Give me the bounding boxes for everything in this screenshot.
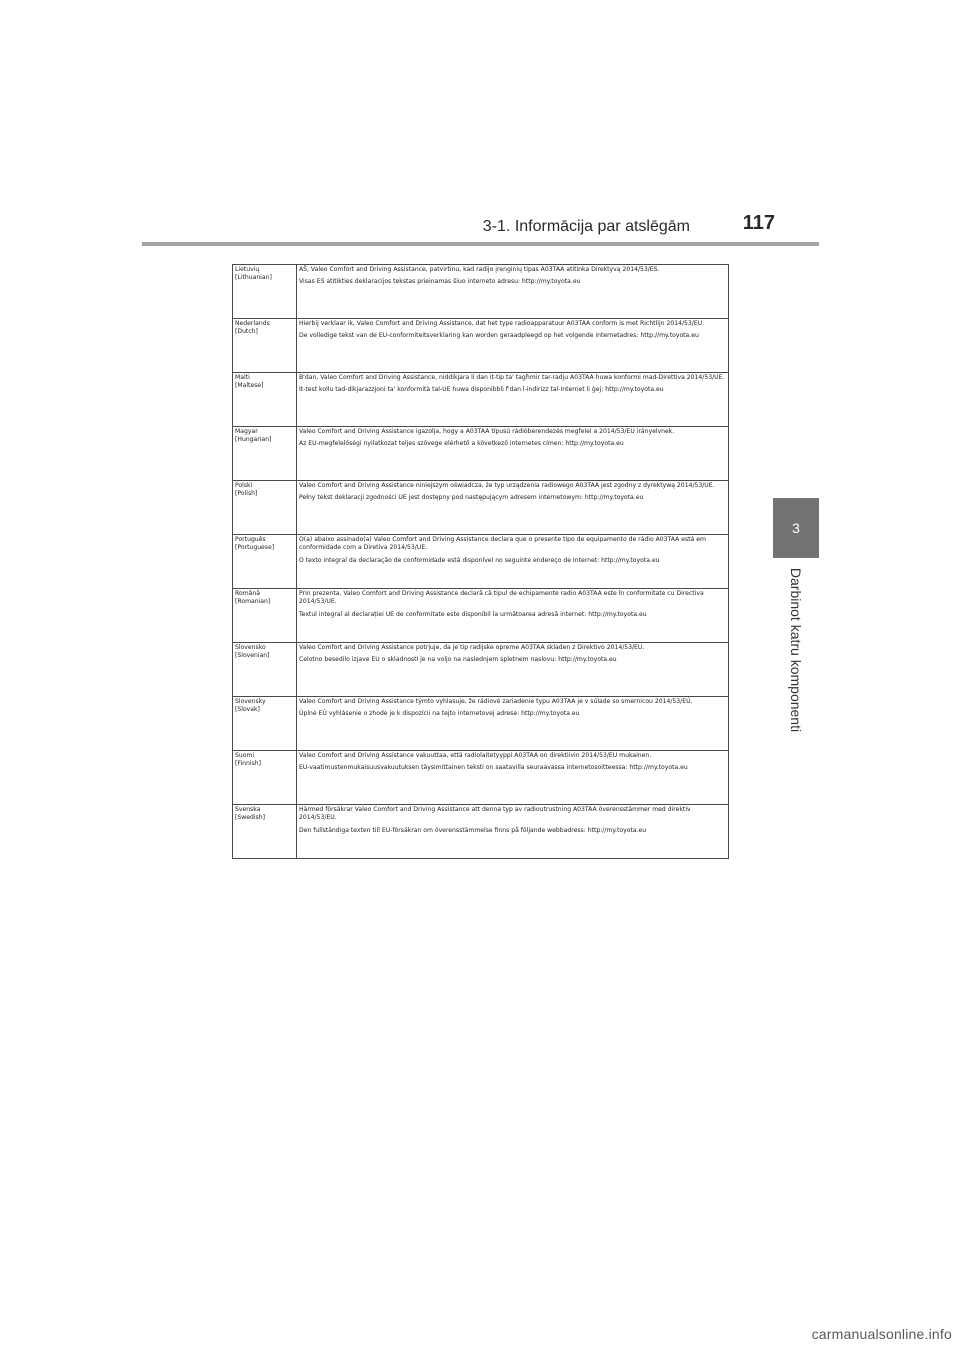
language-english-name: [Slovak] <box>235 706 260 714</box>
language-name: Português <box>235 536 266 543</box>
table-row <box>233 535 729 589</box>
declaration-availability-text: O texto integral da declaração de conformidade está disponível no seguinte endereço de Internet: http://my.toyota.eu <box>299 556 660 564</box>
language-english-name: [Lithuanian] <box>235 274 272 282</box>
declaration-text: Härmed försäkrar Valeo Comfort and Driving Assistance att denna typ av radioutrustning A03TAA överensstämmer med direktiv 2014/53/EU. <box>299 806 691 822</box>
table-row <box>233 481 729 535</box>
language-english-name: [Finnish] <box>235 760 261 768</box>
language-name: Svenska <box>235 806 261 813</box>
declaration-cell <box>297 535 729 589</box>
chapter-side-label: Darbinot katru komponenti <box>788 567 804 733</box>
declaration-cell <box>297 319 729 373</box>
language-cell <box>233 697 297 751</box>
language-cell <box>233 481 297 535</box>
declaration-text: Hierbij verklaar ik, Valeo Comfort and Driving Assistance, dat het type radioapparatuur A03TAA conform is met Richtlijn 2014/53/EU. <box>299 320 705 327</box>
language-cell <box>233 427 297 481</box>
language-name: Română <box>235 590 260 597</box>
language-english-name: [Portuguese] <box>235 544 275 552</box>
declaration-text: Valeo Comfort and Driving Assistance týmto vyhlasuje, že rádiové zariadenie typu A03TAA je v súlade so smernicou 2014/53/EÚ. <box>299 698 693 705</box>
header-rule <box>142 242 819 246</box>
declaration-availability-text: EU-vaatimustenmukaisuusvakuutuksen täysimittainen teksti on saatavilla seuraavassa internetosoitteessa: http://my.toyota.eu <box>299 764 688 772</box>
declaration-availability-text: Pełny tekst deklaracji zgodności UE jest dostępny pod następującym adresem internetowym: http://my.toyota.eu <box>299 494 644 502</box>
language-name: Nederlands <box>235 320 270 327</box>
declaration-cell <box>297 373 729 427</box>
language-cell <box>233 265 297 319</box>
declaration-cell <box>297 265 729 319</box>
language-english-name: [Slovenian] <box>235 652 270 660</box>
declaration-text: Valeo Comfort and Driving Assistance vakuuttaa, että radiolaitetyyppi A03TAA on direktiivin 2014/53/EU mukainen. <box>299 752 652 759</box>
table-row <box>233 265 729 319</box>
declaration-availability-text: It-test kollu tad-dikjarazzjoni ta' konformità tal-UE huwa disponibbli f'dan l-indirizz tal-Internet li ġej: http://my.toyota.eu <box>299 386 664 394</box>
declaration-text: AŠ, Valeo Comfort and Driving Assistance, patvirtinu, kad radijo įrenginių tipas A03TAA atitinka Direktyvą 2014/53/ES. <box>299 266 660 273</box>
language-cell <box>233 805 297 859</box>
declaration-cell <box>297 697 729 751</box>
declaration-text: Valeo Comfort and Driving Assistance niniejszym oświadcza, że typ urządzenia radiowego A03TAA jest zgodny z dyrektywą 2014/53/UE. <box>299 482 715 489</box>
table-row <box>233 319 729 373</box>
language-cell <box>233 535 297 589</box>
table-row <box>233 697 729 751</box>
language-name: Polski <box>235 482 253 489</box>
header-title: 3-1. Informācija par atslēgām <box>482 218 690 235</box>
declaration-cell <box>297 589 729 643</box>
language-name: Suomi <box>235 752 255 759</box>
declaration-availability-text: Textul integral al declarației UE de conformitate este disponibil la următoarea adresă internet: http://my.toyota.eu <box>299 610 647 618</box>
language-english-name: [Maltese] <box>235 382 264 390</box>
declaration-cell <box>297 427 729 481</box>
language-cell <box>233 643 297 697</box>
table-row <box>233 373 729 427</box>
language-english-name: [Hungarian] <box>235 436 272 444</box>
language-name: Slovensko <box>235 644 266 651</box>
language-name: Malti <box>235 374 250 381</box>
language-english-name: [Polish] <box>235 490 258 498</box>
declaration-availability-text: De volledige tekst van de EU-conformiteitsverklaring kan worden geraadpleegd op het volgende internetadres: http://my.toyota.eu <box>299 332 699 340</box>
language-cell <box>233 319 297 373</box>
declaration-availability-text: Den fullständiga texten till EU-försäkran om överensstämmelse finns på följande webbadress: http://my.toyota.eu <box>299 826 647 834</box>
declaration-cell <box>297 481 729 535</box>
table-row <box>233 751 729 805</box>
language-english-name: [Swedish] <box>235 814 265 822</box>
language-cell <box>233 751 297 805</box>
declaration-availability-text: Celotno besedilo izjave EU o skladnosti je na voljo na naslednjem spletnem naslovu: http://my.toyota.eu <box>299 656 617 664</box>
language-cell <box>233 373 297 427</box>
watermark: carmanualsonline.info <box>811 1326 952 1342</box>
declaration-text: Prin prezenta, Valeo Comfort and Driving Assistance declară că tipul de echipamente radio A03TAA este în conformitate cu Directiva 2014/53/UE. <box>299 590 704 606</box>
chapter-tab: 3 <box>773 498 819 558</box>
declaration-text: B'dan, Valeo Comfort and Driving Assistance, niddikjara li dan it-tip ta' tagħmir tar-radju A03TAA huwa konformi mad-Direttiva 2014/53/UE. <box>299 374 725 381</box>
language-name: Lietuvių <box>235 266 260 273</box>
declaration-availability-text: Az EU-megfelelőségi nyilatkozat teljes szövege elérhető a következő internetes címen: http://my.toyota.eu <box>299 440 624 448</box>
declaration-text: O(a) abaixo assinado(a) Valeo Comfort and Driving Assistance declara que o presente tipo de equipamento de rádio A03TAA está em conformidade com a Diretiva 2014/53/UE. <box>299 536 706 552</box>
table-row <box>233 427 729 481</box>
declaration-text: Valeo Comfort and Driving Assistance potrjuje, da je tip radijske opreme A03TAA skladen z Direktivo 2014/53/EU. <box>299 644 645 651</box>
page-number: 117 <box>742 212 775 234</box>
table-row <box>233 805 729 859</box>
language-name: Slovensky <box>235 698 266 705</box>
declaration-availability-text: Úplné EÚ vyhlásenie o zhode je k dispozícii na tejto internetovej adrese: http://my.toyota.eu <box>299 710 580 718</box>
declaration-availability-text: Visas ES atitikties deklaracijos tekstas prieinamas šiuo interneto adresu: http://my.toyota.eu <box>299 278 581 286</box>
declaration-table <box>232 264 729 859</box>
language-cell <box>233 589 297 643</box>
table-row <box>233 643 729 697</box>
language-english-name: [Romanian] <box>235 598 271 606</box>
language-english-name: [Dutch] <box>235 328 258 336</box>
declaration-cell <box>297 643 729 697</box>
declaration-cell <box>297 805 729 859</box>
declaration-text: Valeo Comfort and Driving Assistance igazolja, hogy a A03TAA típusú rádióberendezés megfelel a 2014/53/EU irányelvnek. <box>299 428 675 435</box>
language-name: Magyar <box>235 428 258 435</box>
table-row <box>233 589 729 643</box>
declaration-cell <box>297 751 729 805</box>
